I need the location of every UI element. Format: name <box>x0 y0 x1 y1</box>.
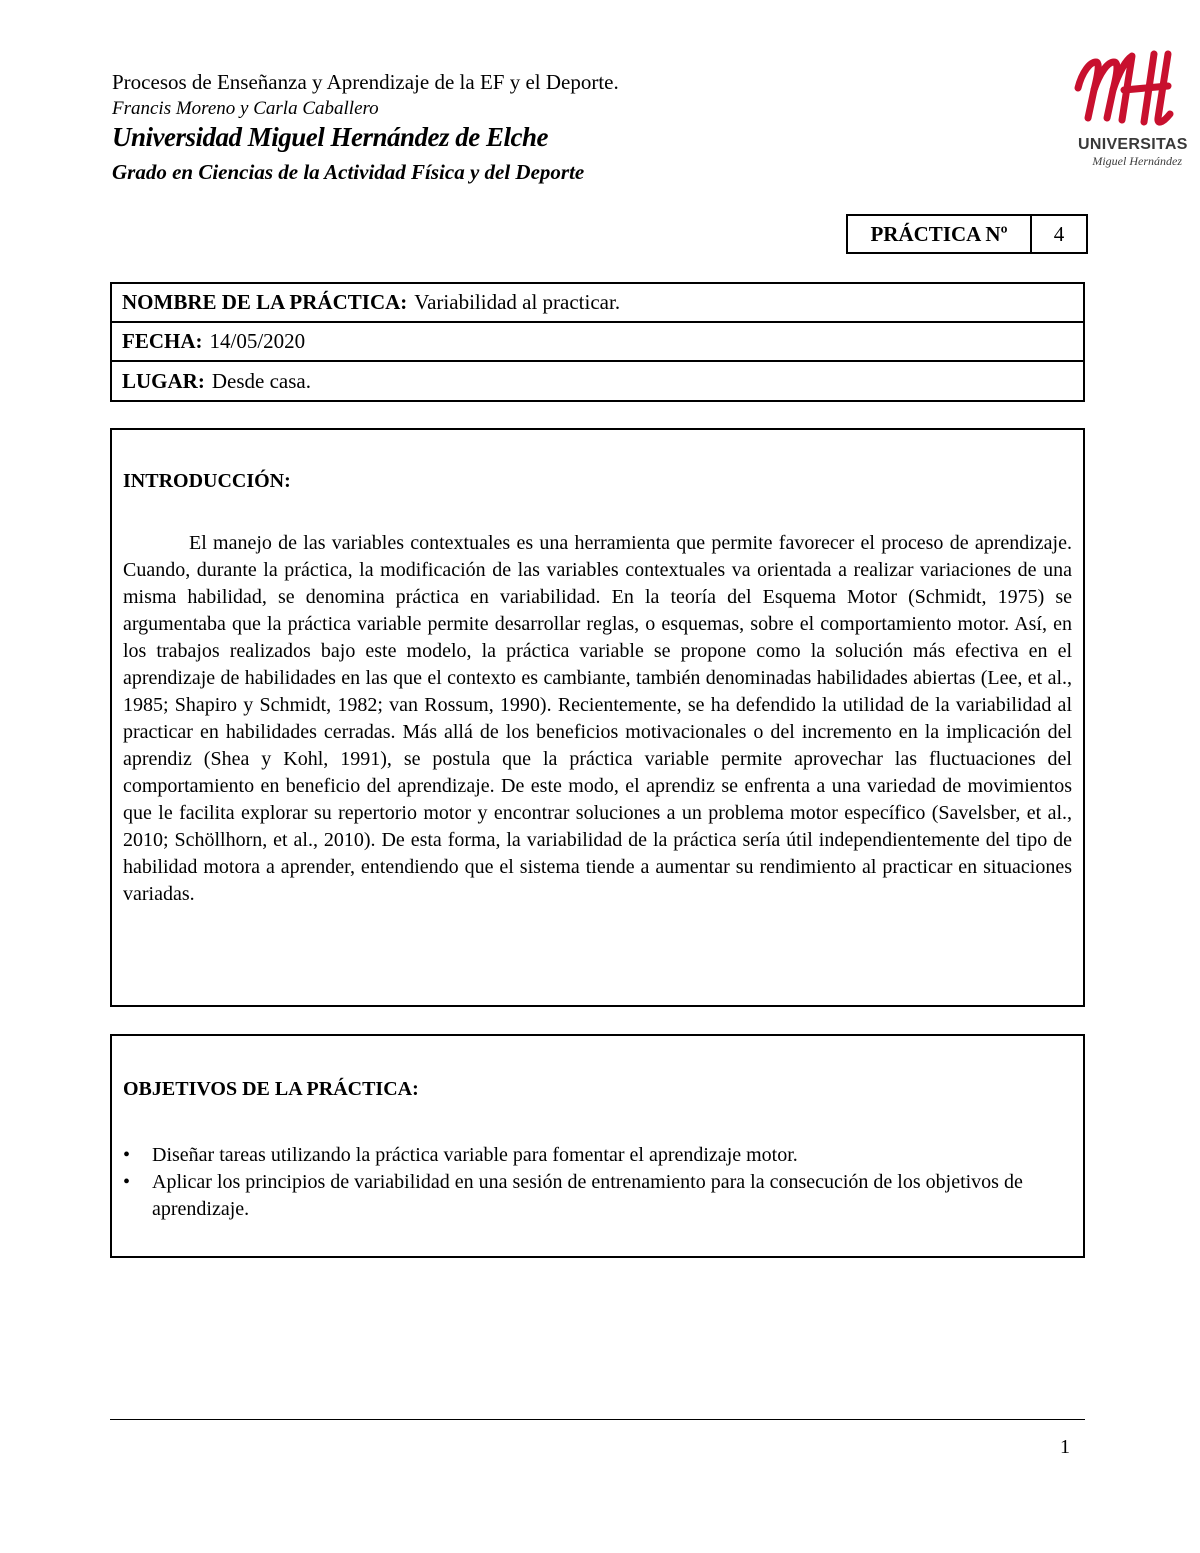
list-item <box>123 1169 1072 1223</box>
list-item <box>123 1142 1072 1169</box>
nombre-value: Variabilidad al practicar. <box>414 290 621 314</box>
lugar-label: LUGAR: <box>122 368 205 393</box>
logo-subtitle: Miguel Hernández <box>1092 154 1182 168</box>
info-row-fecha <box>112 323 1083 362</box>
objectives-section <box>110 1034 1085 1258</box>
info-row-nombre <box>112 284 1083 323</box>
university-name: Universidad Miguel Hernández de Elche <box>112 122 549 152</box>
footer-divider <box>110 1419 1085 1420</box>
page-number: 1 <box>1060 1436 1070 1458</box>
objectives-title: OBJETIVOS DE LA PRÁCTICA: <box>123 1078 419 1100</box>
nombre-label: NOMBRE DE LA PRÁCTICA: <box>122 290 408 314</box>
lugar-value: Desde casa. <box>211 368 311 393</box>
umh-monogram-icon <box>1072 48 1180 138</box>
objective-text: Diseñar tareas utilizando la práctica variable para fomentar el aprendizaje motor. <box>152 1144 798 1166</box>
practica-number-box <box>846 214 1088 254</box>
introduction-section <box>110 428 1085 1007</box>
logo-wordmark: UNIVERSITAS <box>1078 136 1188 153</box>
degree-name: Grado en Ciencias de la Actividad Física y del Deporte <box>112 160 585 184</box>
practice-info-table <box>110 282 1085 402</box>
course-title: Procesos de Enseñanza y Aprendizaje de la EF y el Deporte. <box>112 70 619 94</box>
fecha-label: FECHA: <box>122 329 203 353</box>
info-row-lugar <box>112 362 1083 400</box>
introduction-paragraph: El manejo de las variables contextuales es una herramienta que permite favorecer el proceso de aprendizaje. Cuando, durante la práctica, la modificación de las variables contextuales va orientada a realizar variaciones de una misma habilidad, se denomina práctica en variabilidad. En la teoría del Esquema Motor (Schmidt, 1975) se argumentaba que la práctica variable permite desarrollar reglas, o esquemas, sobre el comportamiento motor. Así, en los trabajos realizados bajo este modelo, la práctica variable se propone como la solución más efectiva en el aprendizaje de habilidades en las que el contexto es cambiante, también denominadas habilidades abiertas (Lee, et al., 1985; Shapiro y Schmidt, 1982; van Rossum, 1990). Recientemente, se ha defendido la utilidad de la variabilidad al practicar en habilidades cerradas. Más allá de los beneficios motivacionales o del incremento en la implicación del aprendiz (Shea y Kohl, 1991), se postula que la práctica variable permite aprovechar las fluctuaciones del comportamiento en beneficio del aprendizaje. De este modo, el aprendiz se enfrenta a una variedad de movimientos que le facilita explorar su repertorio motor y encontrar soluciones a un problema motor específico (Savelsber, et al., 2010; Schöllhorn, et al., 2010). De esta forma, la variabilidad de la práctica sería útil independientemente del tipo de habilidad motora a aprender, entendiendo que el sistema tiende a aumentar su rendimiento al practicar en situaciones variadas. <box>123 532 1072 905</box>
practica-label: PRÁCTICA Nº <box>848 216 1032 252</box>
objective-text: Aplicar los principios de variabilidad en una sesión de entrenamiento para la consecución de los objetivos de aprendizaje. <box>152 1171 1023 1220</box>
objectives-list <box>123 1142 1072 1223</box>
university-logo <box>1072 48 1188 178</box>
bullet-icon: • <box>123 1144 131 1166</box>
fecha-value: 14/05/2020 <box>209 329 306 353</box>
authors: Francis Moreno y Carla Caballero <box>112 98 379 119</box>
bullet-icon: • <box>123 1171 131 1193</box>
introduction-title: INTRODUCCIÓN: <box>123 470 291 492</box>
practica-number: 4 <box>1053 221 1065 246</box>
